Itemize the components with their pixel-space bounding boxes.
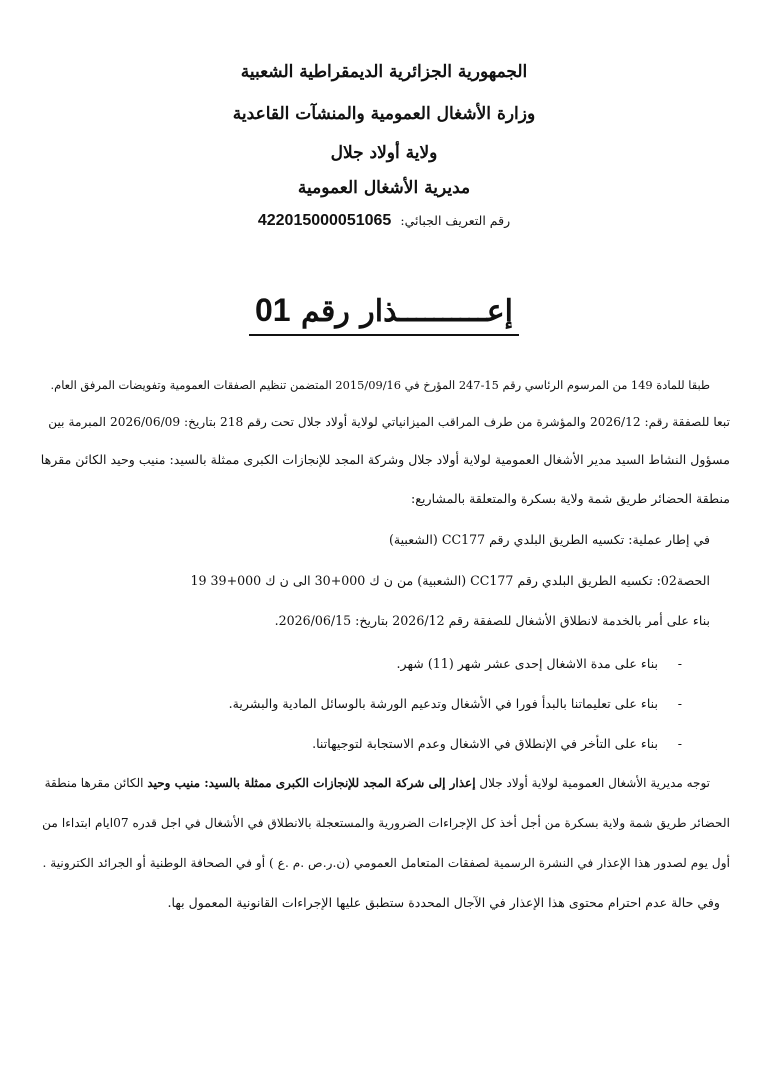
header-directorate: مديرية الأشغال العمومية xyxy=(297,178,471,198)
service-order-line: بناء على أمر بالخدمة لانطلاق الأشغال للصفقة رقم 2026/12 بتاريخ: 2026/06/15. xyxy=(274,613,710,628)
tax-id-line xyxy=(0,210,768,230)
paragraph-contract-line2: مسؤول النشاط السيد مدير الأشغال العمومية لولاية أولاد جلال وشركة المجد للإنجازات الكبرى ممثلة بالسيد: منيب وحيد الكائن مقرها xyxy=(40,452,730,467)
final-paragraph-line1 xyxy=(45,773,710,793)
final-text-pre: توجه مديرية الأشغال العمومية لولاية أولاد جلال xyxy=(479,776,710,790)
bullet-instructions: بناء على تعليماتنا بالبدأ فورا في الأشغال وتدعيم الورشة بالوسائل المادية والبشرية. xyxy=(228,696,658,711)
bullet-dash: - xyxy=(677,736,682,751)
bullet-dash: - xyxy=(677,656,682,671)
tax-id-value: 422015000051065 xyxy=(257,212,392,229)
bullet-duration: بناء على مدة الاشغال إحدى عشر شهر (11) شهر. xyxy=(396,656,658,671)
closing-paragraph: وفي حالة عدم احترام محتوى هذا الإعذار في الآجال المحددة ستطبق عليها الإجراءات القانونية المعمول بها. xyxy=(167,895,720,910)
lot-line: الحصة02: تكسيه الطريق البلدي رقم CC177 (الشعبية) من ن ك 000+30 الى ن ك 000+39 19 xyxy=(190,573,710,588)
header-ministry: وزارة الأشغال العمومية والمنشآت القاعدية xyxy=(232,104,536,124)
final-paragraph-line3: أول يوم لصدور هذا الإعذار في النشرة الرسمية لصفقات المتعامل العمومي (ن.ر.ص .م .ع ) أو في الصحافة الوطنية أو الجرائد الكترونية . xyxy=(42,856,730,870)
paragraph-contract-line1: تبعا للصفقة رقم: 2026/12 والمؤشرة من طرف المراقب الميزانياتي لولاية أولاد جلال تحت رقم 218 بتاريخ: 2026/06/09 المبرمة بين xyxy=(48,415,730,429)
operation-line: في إطار عملية: تكسيه الطريق البلدي رقم CC177 (الشعبية) xyxy=(388,532,710,547)
header-wilaya: ولاية أولاد جلال xyxy=(330,143,438,163)
paragraph-legal-basis: طبقا للمادة 149 من المرسوم الرئاسي رقم 15-247 المؤرخ في 2015/09/16 المتضمن تنظيم الصفقات العمومية وتفويضات المرفق العام. xyxy=(50,378,710,392)
title-word: إعــــــــــذار رقم xyxy=(301,294,513,329)
final-paragraph-line2: الحضائر طريق شمة ولاية بسكرة من أجل أخذ كل الإجراءات الضرورية والمستعجلة بالانطلاق في الأشغال في اجل قدره 07ايام ابتداءا من xyxy=(42,816,730,830)
tax-id-label: رقم التعريف الجبائي: xyxy=(400,213,511,228)
final-text-bold: إعذار إلى شركة المجد للإنجازات الكبرى ممثلة بالسيد: منيب وحيد xyxy=(147,776,476,790)
bullet-dash: - xyxy=(677,696,682,711)
final-text-post: الكائن مقرها منطقة xyxy=(44,776,144,790)
bullet-delay: بناء على التأخر في الإنطلاق في الاشغال وعدم الاستجابة لتوجيهاتنا. xyxy=(312,736,658,751)
header-republic: الجمهورية الجزائرية الديمقراطية الشعبية xyxy=(240,62,528,82)
title-number: 01 xyxy=(255,292,291,328)
paragraph-contract-line3: منطقة الحضائر طريق شمة ولاية بسكرة والمتعلقة بالمشاريع: xyxy=(411,491,730,506)
document-title xyxy=(0,290,768,336)
